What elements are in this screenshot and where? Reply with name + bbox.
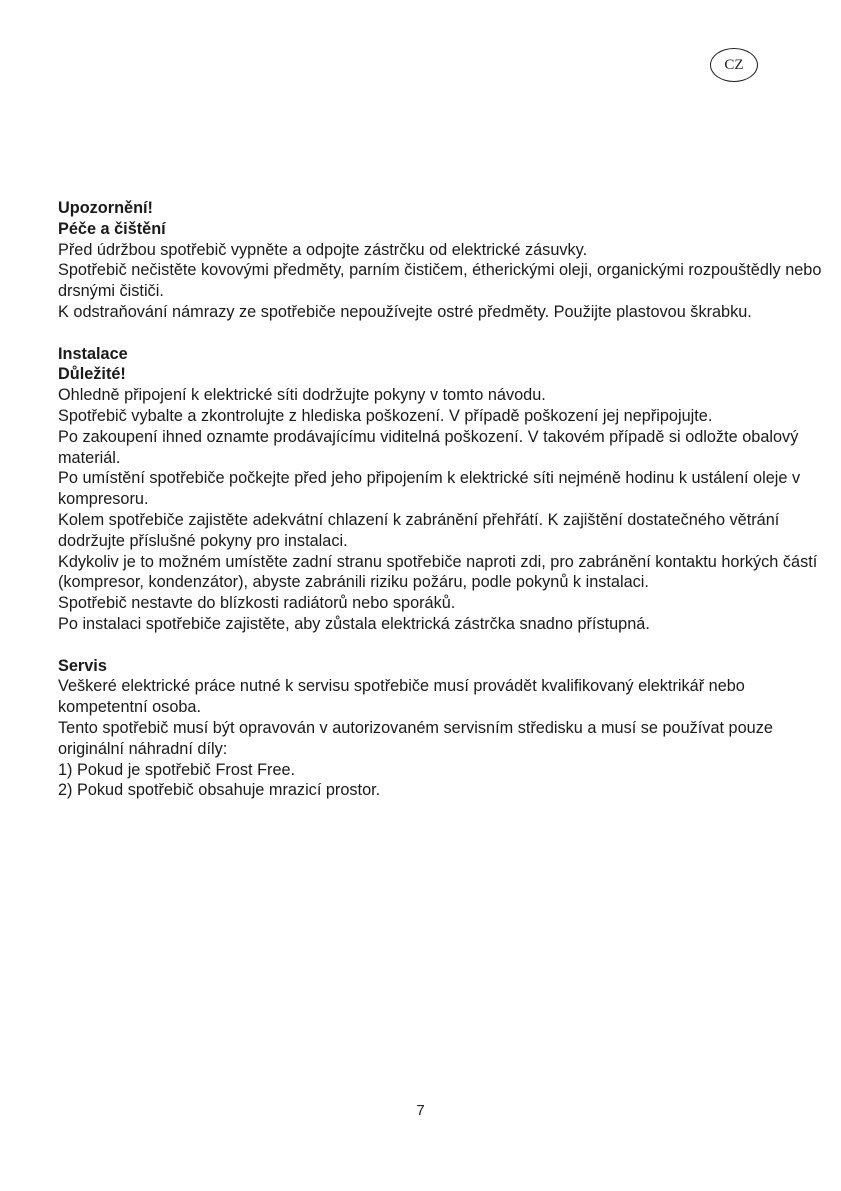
- list-item-frost-free: 1) Pokud je spotřebič Frost Free.: [58, 760, 296, 779]
- paragraph-authorized-service: Tento spotřebič musí být opravován v autorizovaném servisním středisku a musí se používat pouze originální náhradní díly:: [58, 718, 773, 758]
- page-number: 7: [416, 1102, 425, 1119]
- section-subheading-important: Důležité!: [58, 365, 126, 384]
- paragraph-qualified-electrician: Veškeré elektrické práce nutné k servisu spotřebiče musí provádět kvalifikovaný elektrikář nebo kompetentní osoba.: [58, 677, 745, 717]
- section-service: [58, 656, 828, 802]
- paragraph-report-damage: Po zakoupení ihned oznamte prodávajícímu viditelná poškození. V takovém případě si odložte obalový materiál.: [58, 427, 799, 467]
- paragraph-plug-access: Po instalaci spotřebiče zajistěte, aby zůstala elektrická zástrčka snadno přístupná.: [58, 614, 650, 633]
- paragraph-unpack-check: Spotřebič vybalte a zkontrolujte z hlediska poškození. V případě poškození jej nepřipojujte.: [58, 406, 713, 425]
- section-warning-care: [58, 198, 828, 323]
- section-installation: [58, 344, 828, 635]
- paragraph-cleaning-agents: Spotřebič nečistěte kovovými předměty, parním čističem, étherickými oleji, organickými rozpouštědly nebo drsnými čističi.: [58, 261, 822, 301]
- paragraph-unplug: Před údržbou spotřebič vypněte a odpojte zástrčku od elektrické zásuvky.: [58, 240, 588, 259]
- paragraph-wall-placement: Kdykoliv je to možném umístěte zadní stranu spotřebiče naproti zdi, pro zabránění kontaktu horkých částí (kompresor, kondenzátor), abyste zabránili riziku požáru, podle pokynů k instalaci.: [58, 552, 818, 592]
- section-heading-warning: Upozornění!: [58, 199, 153, 217]
- paragraph-electrical-connection: Ohledně připojení k elektrické síti dodržujte pokyny v tomto návodu.: [58, 386, 546, 405]
- paragraph-defrost: K odstraňování námrazy ze spotřebiče nepoužívejte ostré předměty. Použijte plastovou škrabku.: [58, 302, 752, 321]
- section-heading-service: Servis: [58, 656, 107, 675]
- paragraph-wait-oil: Po umístění spotřebiče počkejte před jeho připojením k elektrické síti nejméně hodinu k ustálení oleje v kompresoru.: [58, 469, 801, 509]
- language-badge-cz: CZ: [710, 48, 758, 82]
- list-item-freezer: 2) Pokud spotřebič obsahuje mrazicí prostor.: [58, 781, 381, 800]
- paragraph-ventilation: Kolem spotřebiče zajistěte adekvátní chlazení k zabránění přehřátí. K zajištění dostatečného větrání dodržujte příslušné pokyny pro instalaci.: [58, 510, 780, 550]
- paragraph-heat-sources: Spotřebič nestavte do blízkosti radiátorů nebo sporáků.: [58, 594, 456, 613]
- section-heading-installation: Instalace: [58, 344, 128, 363]
- section-subheading-care-cleaning: Péče a čištění: [58, 219, 166, 238]
- manual-content: [58, 198, 828, 801]
